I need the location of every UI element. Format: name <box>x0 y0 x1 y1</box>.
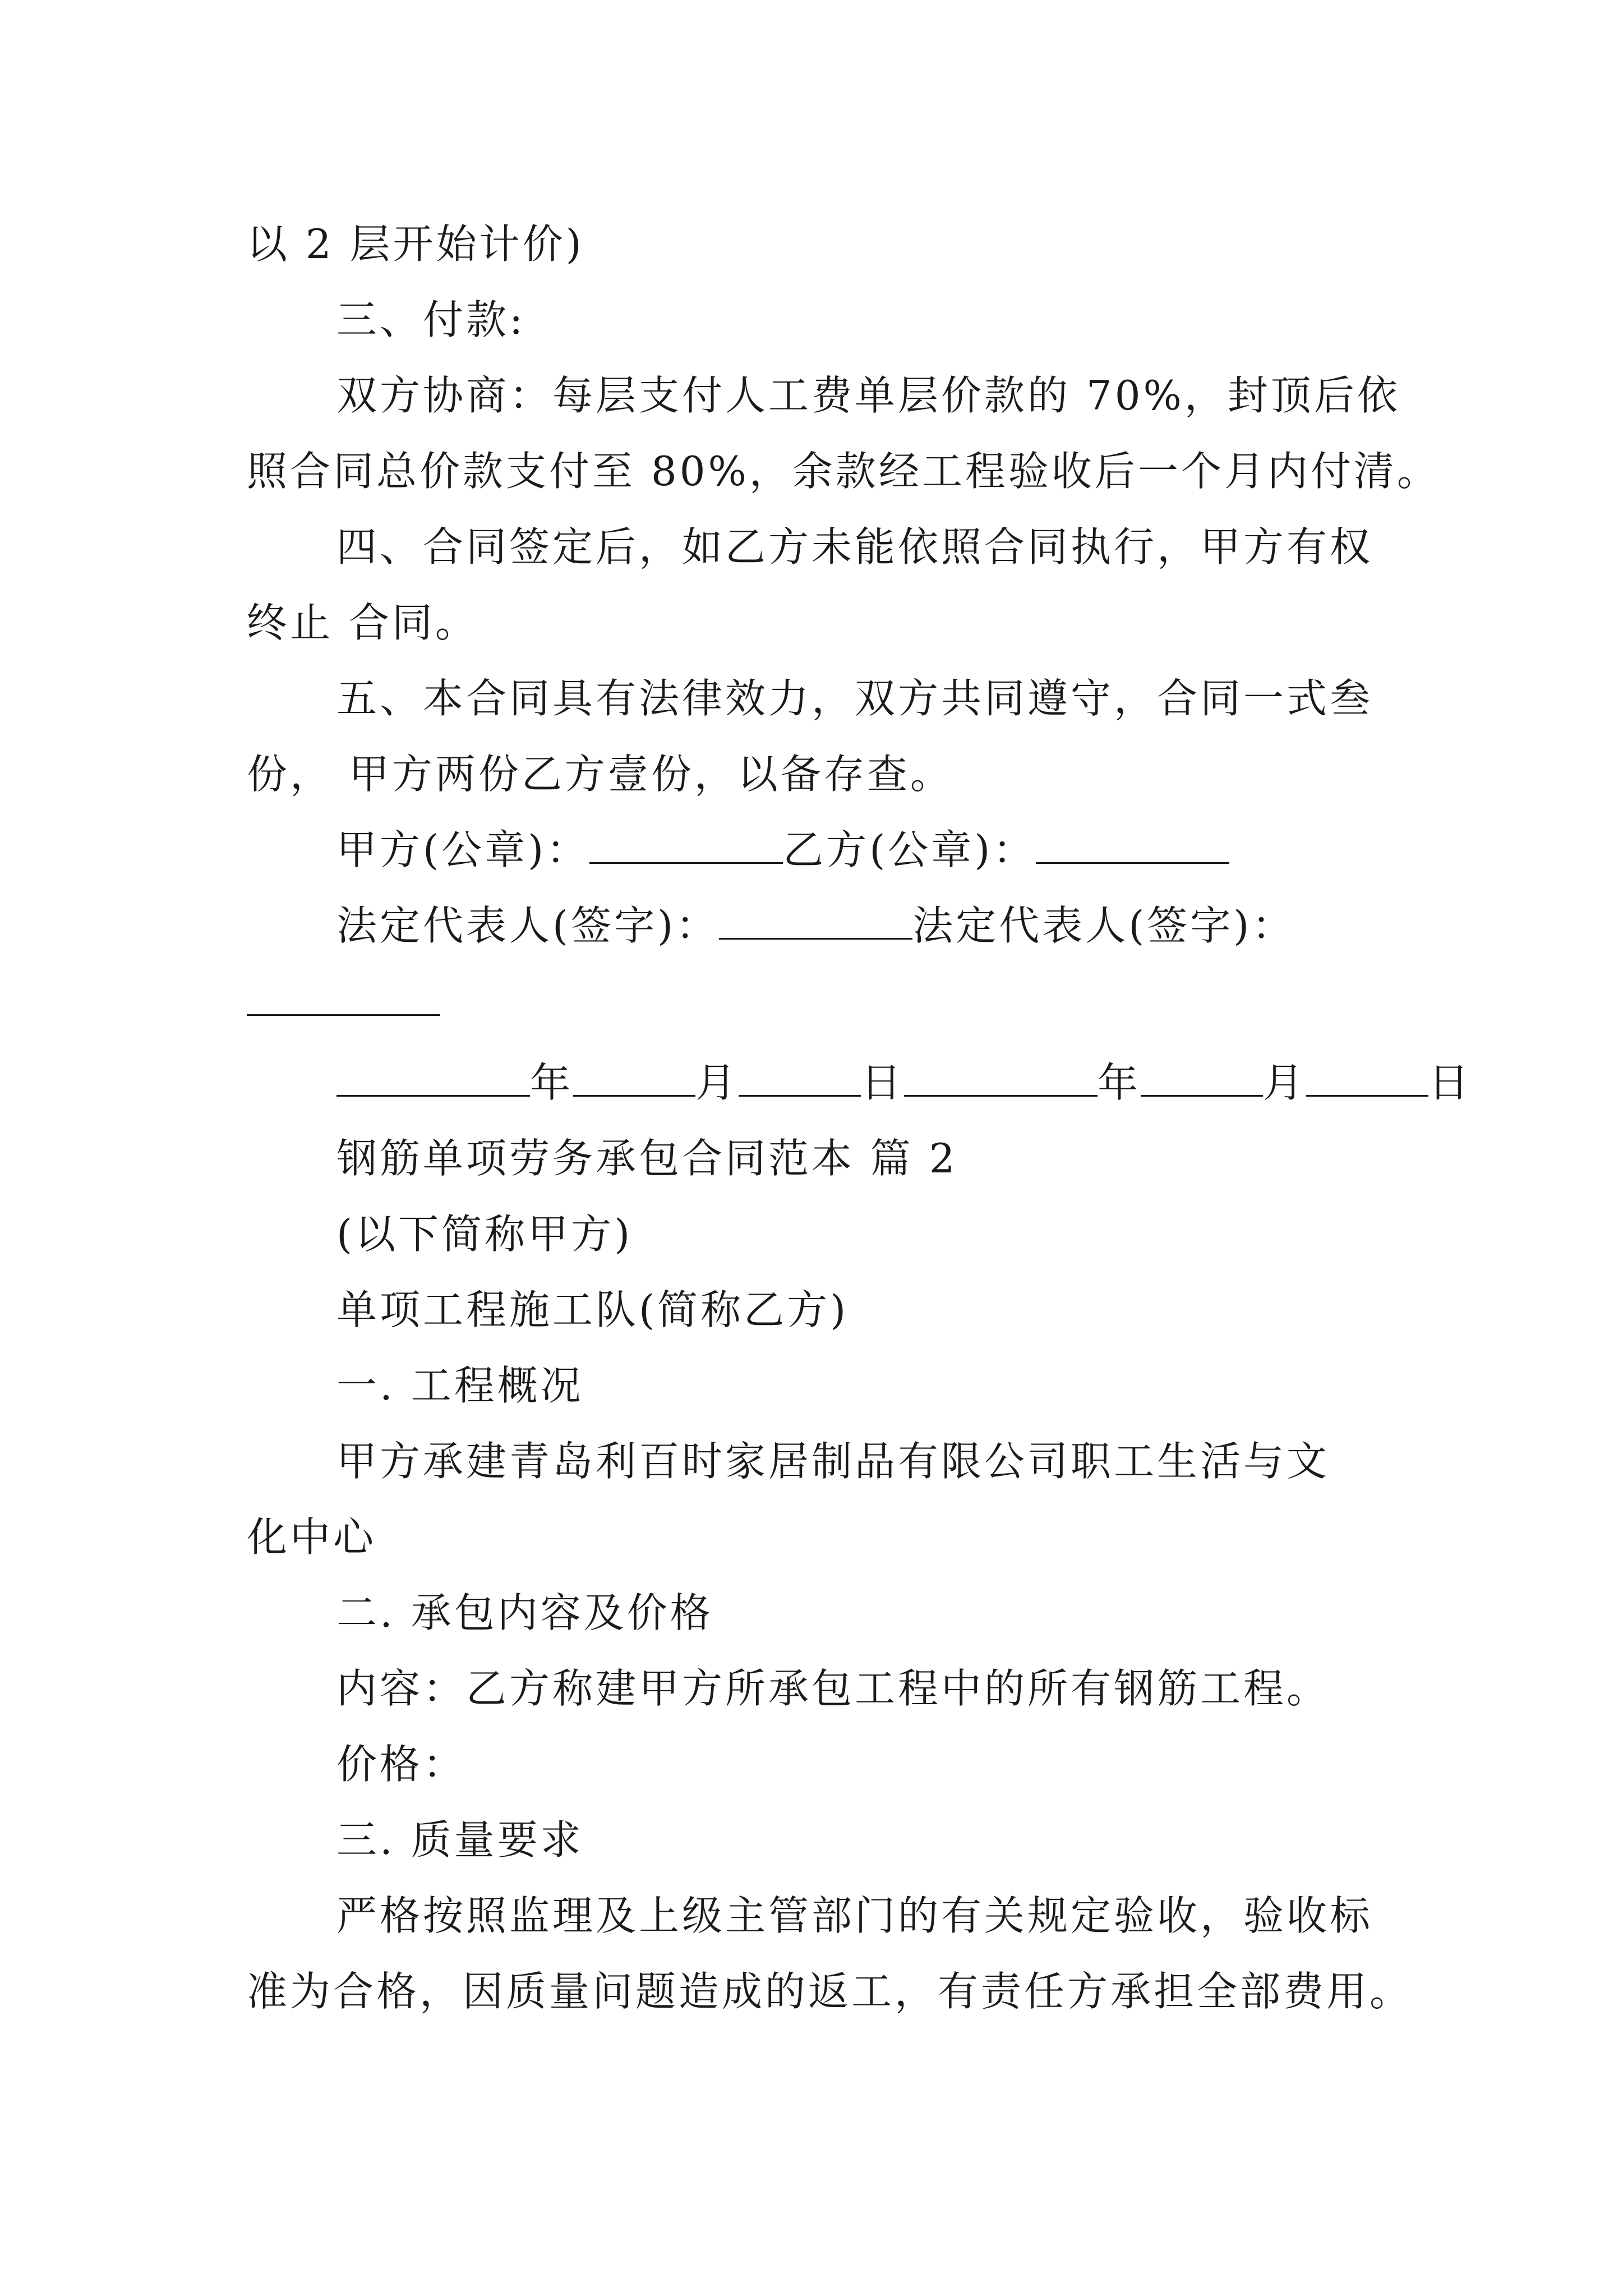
paragraph-line: (以下简称甲方) <box>336 1211 633 1258</box>
party-a-seal-blank <box>589 823 783 864</box>
date-line <box>336 1055 1472 1111</box>
party-a-rep-label: 法定代表人(签字)： <box>336 902 720 949</box>
paragraph-line: 价格： <box>336 1741 467 1788</box>
section-heading: 一. 工程概况 <box>336 1362 584 1409</box>
section-heading: 二. 承包内容及价格 <box>336 1589 713 1636</box>
day-label-b: 日 <box>1428 1059 1472 1106</box>
party-a-seal-label: 甲方(公章)： <box>336 826 590 873</box>
party-b-rep-label: 法定代表人(签字)： <box>912 902 1295 949</box>
paragraph-line: 以 2 层开始计价) <box>247 220 584 268</box>
day-blank-b <box>1306 1056 1428 1097</box>
paragraph-line: 双方协商：每层支付人工费单层价款的 70%，封顶后依 <box>336 372 1400 419</box>
section-heading: 三. 质量要求 <box>336 1816 584 1864</box>
paragraph-line: 内容：乙方称建甲方所承包工程中的所有钢筋工程。 <box>336 1665 1330 1712</box>
paragraph-line: 四、合同签定后，如乙方未能依照合同执行，甲方有权 <box>336 523 1373 570</box>
month-blank <box>573 1056 695 1097</box>
signature-line-seal <box>336 822 1229 878</box>
month-blank-b <box>1141 1056 1263 1097</box>
signature-line-representative <box>336 898 1295 954</box>
day-blank <box>739 1056 861 1097</box>
party-b-seal-blank <box>1036 823 1229 864</box>
paragraph-line: 化中心 <box>247 1513 377 1561</box>
year-label: 年 <box>530 1059 574 1106</box>
day-label: 日 <box>861 1059 905 1106</box>
paragraph-line: 准为合格，因质量问题造成的返工，有责任方承担全部费用。 <box>247 1968 1413 2015</box>
paragraph-line: 照合同总价款支付至 80%，余款经工程验收后一个月内付清。 <box>247 448 1440 495</box>
party-b-rep-blank <box>247 1014 440 1016</box>
month-label-b: 月 <box>1263 1059 1307 1106</box>
party-b-seal-label: 乙方(公章)： <box>783 826 1036 873</box>
year-label-b: 年 <box>1098 1059 1141 1106</box>
paragraph-line: 终止 合同。 <box>247 599 478 646</box>
month-label: 月 <box>695 1059 739 1106</box>
paragraph-line: 严格按照监理及上级主管部门的有关规定验收，验收标 <box>336 1892 1373 1939</box>
section-heading-payment: 三、付款: <box>336 296 526 343</box>
party-a-rep-blank <box>719 899 912 940</box>
paragraph-line: 份， 甲方两份乙方壹份，以备存查。 <box>247 751 953 798</box>
year-blank-b <box>904 1056 1098 1097</box>
paragraph-line: 甲方承建青岛利百时家居制品有限公司职工生活与文 <box>336 1438 1330 1485</box>
section-title: 钢筋单项劳务承包合同范本 篇 2 <box>336 1135 958 1182</box>
year-blank <box>336 1056 530 1097</box>
paragraph-line: 五、本合同具有法律效力，双方共同遵守，合同一式叁 <box>336 675 1373 722</box>
paragraph-line: 单项工程施工队(简称乙方) <box>336 1286 849 1333</box>
